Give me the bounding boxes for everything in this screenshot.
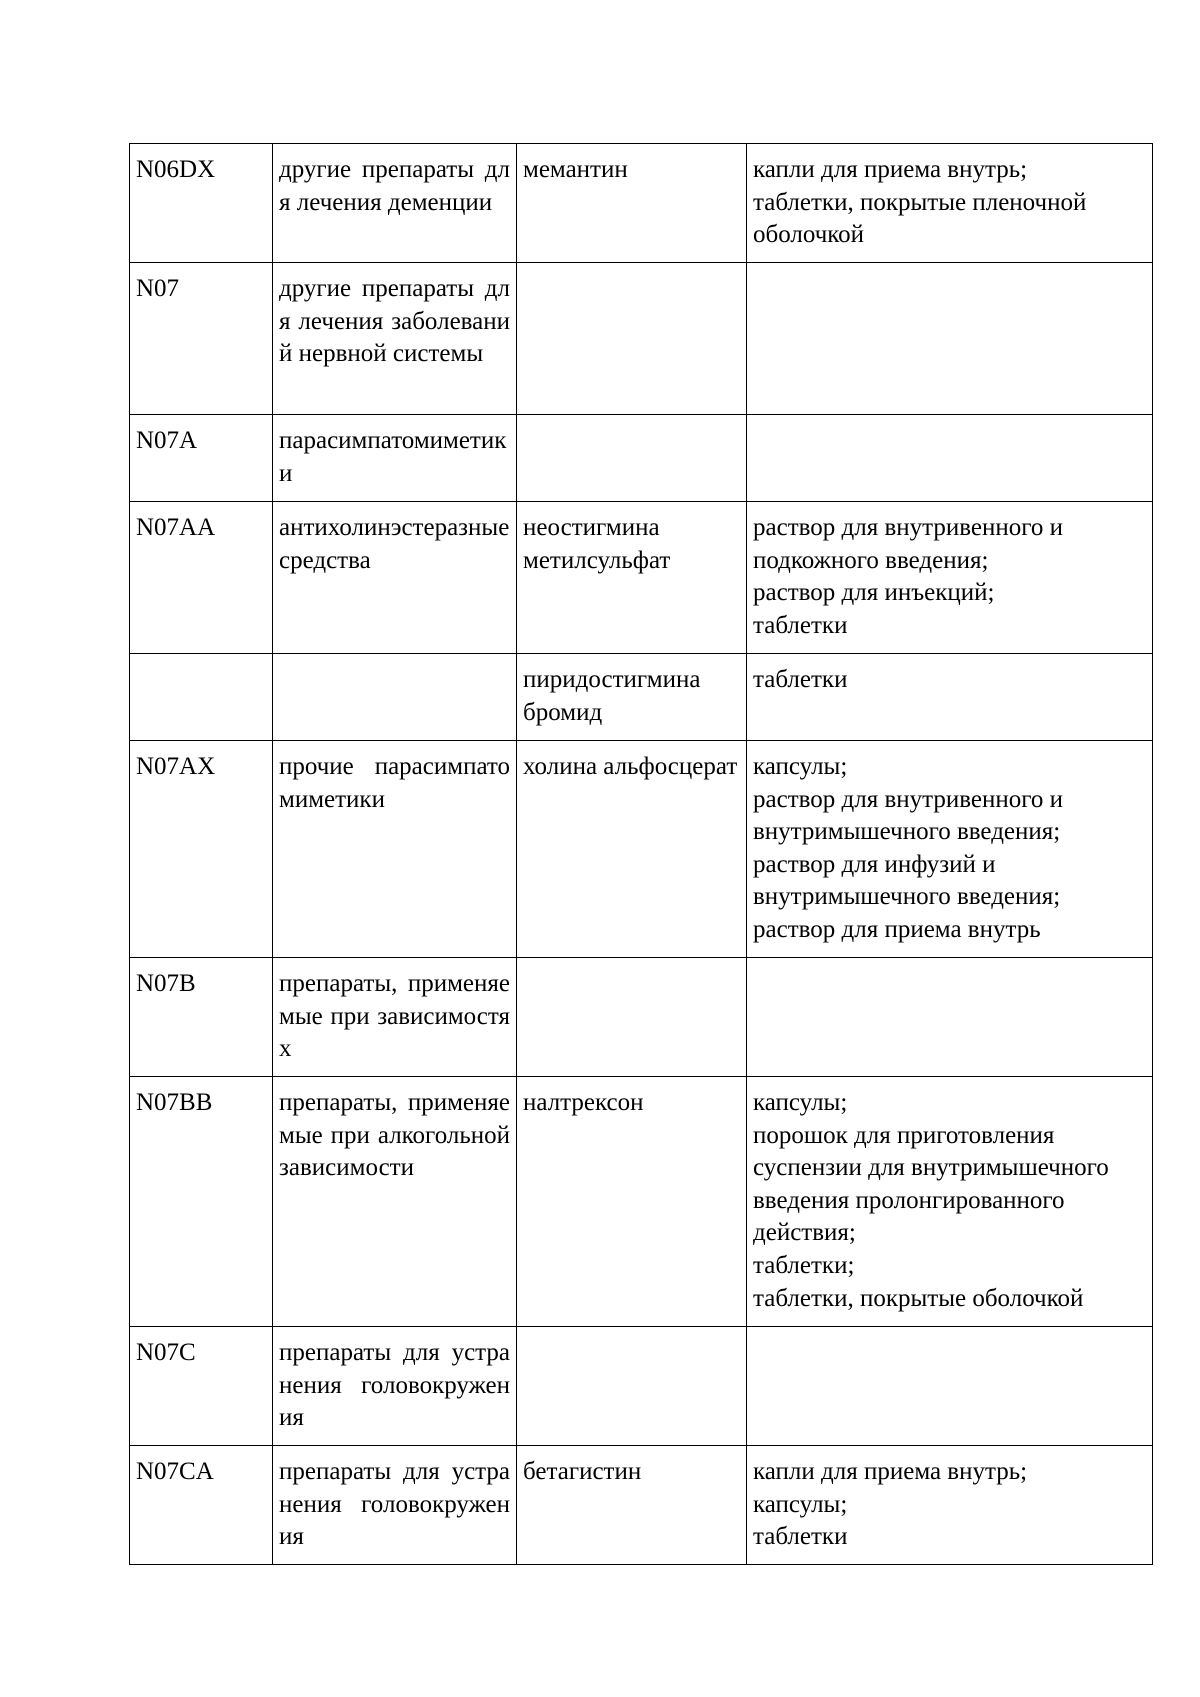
table-row — [130, 654, 1153, 741]
table-row — [130, 415, 1153, 502]
dosage-forms-cell: капли для приема внутрь; капсулы; таблетки — [747, 1446, 1153, 1565]
atc-group-cell: прочие парасимпатомиметики — [273, 741, 517, 958]
atc-code-cell — [130, 654, 273, 741]
atc-group-cell: препараты, применяемые при алкогольной зависимости — [273, 1077, 517, 1327]
atc-group-cell — [273, 654, 517, 741]
table-row — [130, 1077, 1153, 1327]
atc-group-cell: парасимпатомиметики — [273, 415, 517, 502]
dosage-forms-cell — [747, 958, 1153, 1077]
dosage-forms-cell: капсулы; раствор для внутривенного и внутримышечного введения; раствор для инфузий и внутримышечного введения; раствор для приема внутрь — [747, 741, 1153, 958]
drug-name-cell: неостигмина метилсульфат — [517, 502, 747, 654]
dosage-forms-cell: таблетки — [747, 654, 1153, 741]
atc-group-cell: другие препараты для лечения деменции — [273, 144, 517, 263]
atc-code-cell: N07 — [130, 263, 273, 415]
table-row — [130, 263, 1153, 415]
drug-name-cell: бетагистин — [517, 1446, 747, 1565]
atc-code-cell: N07A — [130, 415, 273, 502]
drug-name-cell: мемантин — [517, 144, 747, 263]
atc-group-cell: препараты для устранения головокружения — [273, 1446, 517, 1565]
atc-code-cell: N07AA — [130, 502, 273, 654]
table-row — [130, 958, 1153, 1077]
drug-name-cell — [517, 415, 747, 502]
dosage-forms-cell: капсулы; порошок для приготовления суспензии для внутримышечного введения пролонгированного действия; таблетки; таблетки, покрытые оболочкой — [747, 1077, 1153, 1327]
drug-name-cell — [517, 263, 747, 415]
atc-group-cell: препараты для устранения головокружения — [273, 1327, 517, 1446]
atc-group-cell: антихолинэстеразные средства — [273, 502, 517, 654]
atc-code-cell: N06DX — [130, 144, 273, 263]
drug-name-cell — [517, 958, 747, 1077]
atc-code-cell: N07AX — [130, 741, 273, 958]
table-row — [130, 502, 1153, 654]
drug-table — [129, 143, 1153, 1565]
drug-name-cell: налтрексон — [517, 1077, 747, 1327]
atc-group-cell: другие препараты для лечения заболеваний нервной системы — [273, 263, 517, 415]
dosage-forms-cell — [747, 263, 1153, 415]
atc-code-cell: N07C — [130, 1327, 273, 1446]
drug-name-cell: пиридостигмина бромид — [517, 654, 747, 741]
drug-name-cell — [517, 1327, 747, 1446]
dosage-forms-cell — [747, 1327, 1153, 1446]
table-row — [130, 1327, 1153, 1446]
dosage-forms-cell — [747, 415, 1153, 502]
atc-code-cell: N07B — [130, 958, 273, 1077]
atc-code-cell: N07CA — [130, 1446, 273, 1565]
atc-group-cell: препараты, применяемые при зависимостях — [273, 958, 517, 1077]
dosage-forms-cell: раствор для внутривенного и подкожного введения; раствор для инъекций; таблетки — [747, 502, 1153, 654]
table-row — [130, 1446, 1153, 1565]
table-row — [130, 144, 1153, 263]
drug-name-cell: холина альфосцерат — [517, 741, 747, 958]
table-row — [130, 741, 1153, 958]
dosage-forms-cell: капли для приема внутрь; таблетки, покрытые пленочной оболочкой — [747, 144, 1153, 263]
atc-code-cell: N07BB — [130, 1077, 273, 1327]
